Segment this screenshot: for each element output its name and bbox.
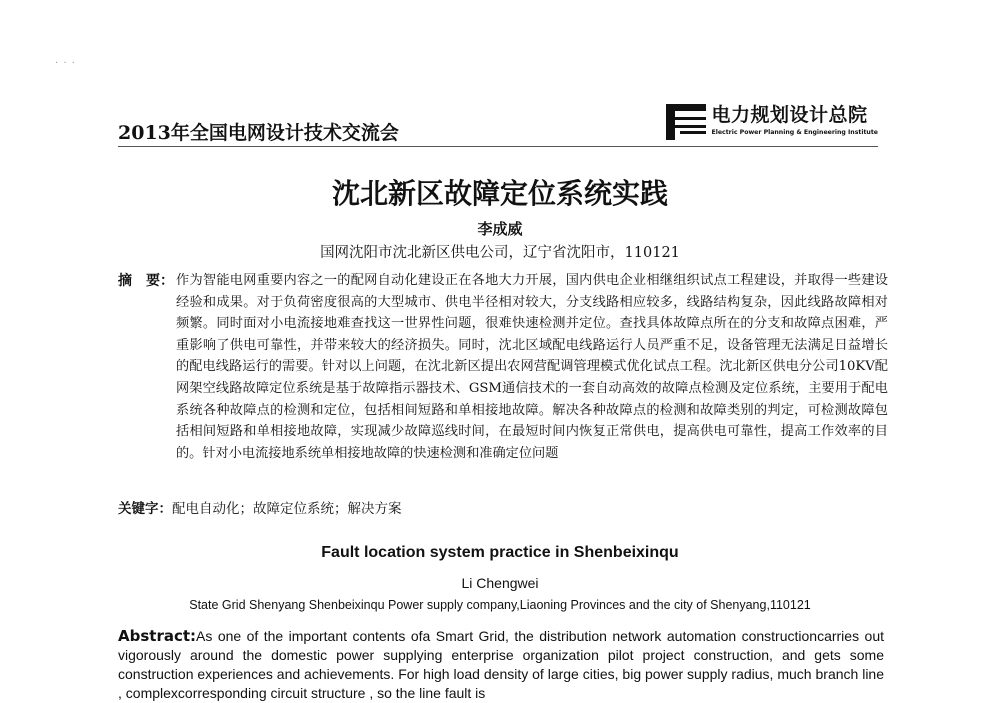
institute-name-cn: 电力规划设计总院	[711, 104, 868, 126]
author-name-en: Li Chengwei	[461, 575, 539, 591]
abstract-cn-label: 摘 要：	[118, 273, 174, 289]
abstract-cn-text: 作为智能电网重要内容之一的配网自动化建设正在各地大力开展，国内供电企业相继组织试点工程建设，并取得一些建设经验和成果。对于负荷密度很高的大型城市、供电半径相对较大，分支线路相应较多，线路结构复杂，因此线路故障相对频繁。同时面对小电流接地难查找这一世界性问题，很难快速检测并定位。查找具体故障点所在的分支和故障点困难，严重影响了供电可靠性，并带来较大的经济损失。同时，沈北区域配电线路运行人员严重不足，设备管理无法满足日益增长的配电线路运行的需要。针对以上问题，在沈北新区提出农网营配调管理模式优化试点工程。沈北新区供电分公司10KV配网架空线路故障定位系统是基于故障指示器技术、GSM通信技术的一套自动高效的故障点检测及定位系统，主要用于配电系统各种故障点的检测和定位，包括相间短路和单相接地故障。解决各种故障点的检测和故障类别的判定，可检测故障包括相间短路和单相接地故障，实现减少故障巡线时间，在最短时间内恢复正常供电，提高供电可靠性，提高工作效率的目的。针对小电流接地系统单相接地故障的快速检测和准确定位问题	[176, 273, 888, 461]
page-header	[118, 100, 878, 144]
keywords-cn	[118, 497, 402, 517]
affiliation-cn: 国网沈阳市沈北新区供电公司，辽宁省沈阳市，110121	[320, 245, 680, 261]
abstract-en	[118, 627, 884, 703]
abstract-en-text: As one of the important contents ofa Smart Grid, the distribution network automation constructioncarries out vigorously around the domestic power supplying enterprise organization pilot project construction, and gets some construction experiences and achievements. For high load density of large cities, big power supply radius, much branch line , complexcorresponding circuit structure , so the line fault is	[118, 628, 884, 701]
scan-artifact: · · ·	[55, 58, 76, 69]
keywords-cn-text: 配电自动化；故障定位系统；解决方案	[172, 501, 402, 517]
author-name-cn: 李成威	[477, 220, 523, 238]
institute-logo-icon	[666, 104, 706, 140]
conference-title: 2013年全国电网设计技术交流会	[118, 122, 399, 144]
institute-logo	[666, 104, 879, 140]
header-divider	[118, 146, 878, 147]
keywords-cn-label: 关键字：	[118, 501, 172, 517]
paper-title-cn: 沈北新区故障定位系统实践	[331, 177, 668, 210]
institute-name-en: Electric Power Planning & Engineering Institute	[711, 129, 878, 136]
affiliation-en: State Grid Shenyang Shenbeixinqu Power supply company,Liaoning Provinces and the city of Shenyang,110121	[189, 598, 811, 612]
abstract-en-label: Abstract:	[118, 627, 197, 645]
paper-title-en: Fault location system practice in Shenbeixinqu	[321, 544, 679, 561]
